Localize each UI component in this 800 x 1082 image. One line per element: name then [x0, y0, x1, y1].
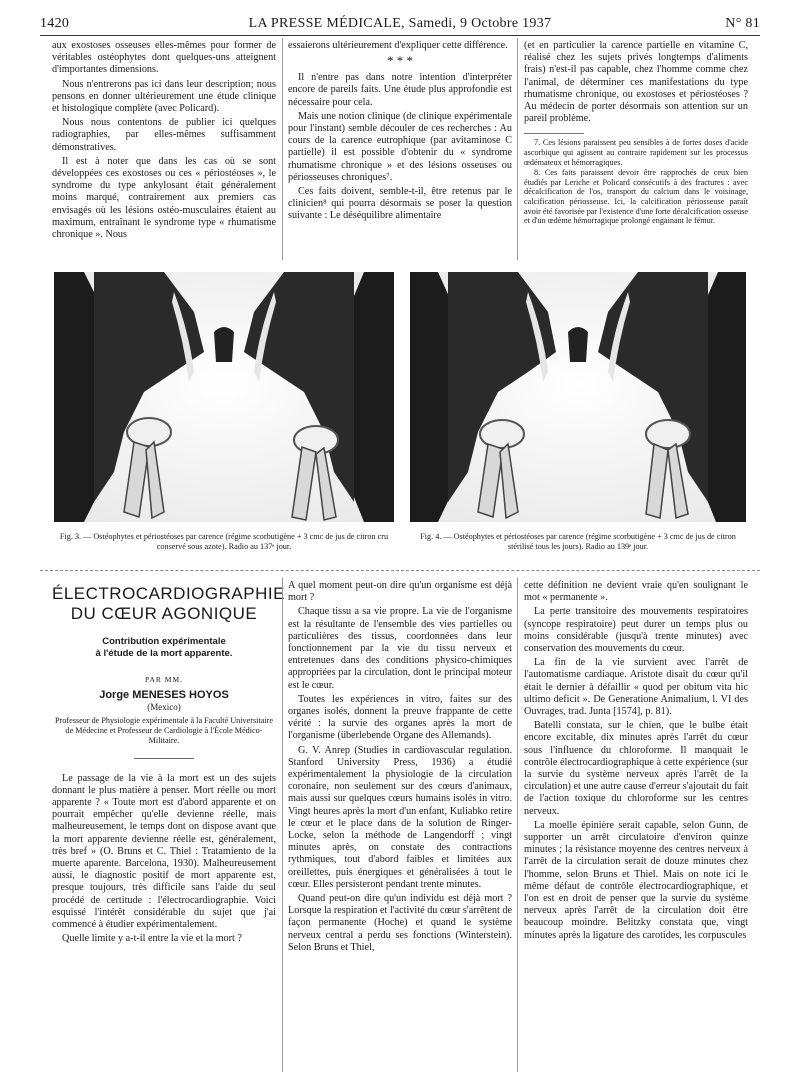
paragraph: (et en particulier la carence partielle en vitamine C, réalisé chez les sujets privés longtemps d'aliments frais) n'est-il pas capable, chez l'homme comme chez l'animal, de déterminer ces manifestations du type rhumatisme chronique, ou exostoses et périostéoses ? Au médecin de porter désormais son attention sur un pareil problème.	[524, 40, 748, 125]
article-column-3	[524, 580, 748, 944]
author-name: Jorge MENESES HOYOS	[99, 689, 229, 702]
paragraph: Quand peut-on dire qu'un individu est déjà mort ? Lorsque la respiration et l'activité du cœur s'arrêtent de façon permanente (Hoche) et quand le système nerveux central a perdu ses fonctions (Winterstein). Selon Bruns et Thiel,	[288, 893, 512, 953]
article-column-2	[288, 580, 512, 956]
paragraph: Nous n'entrerons pas ici dans leur description; nous pensons en donner ultérieurement une étude clinique et histologique complète (avec Policard).	[52, 78, 276, 115]
byline-par: PAR MM.	[145, 675, 183, 684]
paragraph: Il est à noter que dans les cas où se sont développées ces exostoses ou ces « périostéoses », le syndrome du type ankylosant était généralement moins marqué, contrairement aux premiers cas envisagés où les lésions ostéo-musculaires étaient au maximum, entraînant le syndrome type « rhumatisme chronique ». Nous	[52, 155, 276, 241]
footnotes	[524, 138, 748, 225]
xray-image	[54, 272, 394, 522]
paragraph: aux exostoses osseuses elles-mêmes pour former de véritables ostéophytes dont quelques-uns atteignent d'importantes dimensions.	[52, 40, 276, 76]
issue-number: N° 81	[725, 16, 760, 31]
column-divider	[517, 578, 518, 1072]
figure-3-radiograph	[54, 272, 394, 522]
top-column-1	[52, 40, 276, 243]
article-title-line: DU CŒUR AGONIQUE	[70, 604, 258, 623]
paragraph: Chaque tissu a sa vie propre. La vie de l'organisme est la résultante de l'ensemble des vies partielles ou particulières des tissus, coordonnées dans leur fonctionnement par la vie du tissu nerveux et entretenues dans des conditions physico-chimiques appropriées par la circulation, dont le principal moteur est le cœur.	[288, 606, 512, 691]
top-column-2	[288, 40, 512, 225]
paragraph: Nous nous contentons de publier ici quelques radiographies, par elles-mêmes suffisamment démonstratives.	[52, 117, 276, 153]
paragraph: La moelle épinière serait capable, selon Gunn, de supporter un arrêt circulatoire d'environ quinze minutes ; la résistance moyenne des centres nerveux à l'arrêt de la circulation serait de douze minutes chez l'homme, selon Bruns et Thiel. Mais on note ici le même défaut de contrôle électrocardiographique, et l'on est en droit de penser que la survie du système nerveux après l'arrêt de la circulation doit être beaucoup moindre. Belitzky constata que, vingt minutes après la ligature des carotides, les corpuscules	[524, 819, 748, 941]
paragraph: Batelli constata, sur le chien, que le bulbe était encore excitable, dix minutes après l'arrêt du cœur sous l'influence du chloroforme. Il manquait le contrôle électrocardiographique à cette expérience (sur la survie du système nerveux après l'arrêt de la circulation) et une autre cause d'erreur s'ajoutait du fait de l'action toxique du chloroforme sur les centres nerveux.	[524, 720, 748, 817]
running-header	[40, 14, 760, 34]
footnote: 8. Ces faits paraissent devoir être rapprochés de ceux bien étudiés par Leriche et Policard consécutifs à des fractures : avec décalcification de l'os, transport du calcium dans le voisinage, calcification périosseuse. Ici, la calcification périosseuse paraît avoir été favorisée par l'existence d'une forte décalcification osseuse et d'un œdème hémorragique prolongé engainant le fémur.	[524, 168, 748, 226]
paragraph: La fin de la vie survient avec l'arrêt de l'automatisme cardiaque. Aristote disait du cœur qu'il était le dernier à défaillir « quod per obitum vita hic ultimo deficit ». De Generatione Animalium, l. VI des Ouvrages, trad. Junta [1574], p. 81).	[524, 657, 748, 718]
paragraph: Ces faits doivent, semble-t-il, être retenus par le clinicien⁸ qui pourra désormais se poser la question suivante : Le déséquilibre alimentaire	[288, 186, 512, 222]
page-number: 1420	[40, 16, 70, 31]
figure-3-caption: Fig. 3. — Ostéophytes et périostéoses par carence (régime scorbutigène + 3 cmc de jus de citron cru conservé sous azote). Radio au 137ᵉ jour.	[59, 532, 389, 551]
byline-separator	[134, 758, 194, 759]
paragraph: Toutes les expériences in vitro, faites sur des organes isolés, donnent la preuve frappante de cette vérité : la survie des organes après la mort de l'organisme (überlebende Organe des Allemands).	[288, 693, 512, 742]
figure-4-caption: Fig. 4. — Ostéophytes et périostéoses par carence (régime scorbutigène + 3 cmc de jus de citron stérilisé tous les jours). Radio au 139ᵉ jour.	[420, 532, 736, 551]
paragraph: G. V. Anrep (Studies in cardiovascular regulation. Stanford University Press, 1936) a étudié expérimentalement la physiologie de la circulation coronaire, non seulement sur des cœurs d'animaux, mais aussi sur quelques cœurs humains isolés in vitro. Vingt heures après la mort d'un enfant, Kuliabko retire le cœur et le place dans de la solution de Ringer-Locke, selon la méthode de Langendorff ; vingt minutes après, on constate des contractions rythmiques, tout d'abord faibles et limitées aux oreillettes, puis énergiques et généralisées à tout le cœur. Elles persisteront pendant trente minutes.	[288, 744, 512, 890]
paragraph: cette définition ne devient vraie qu'en soulignant le mot « permanente ».	[524, 580, 748, 604]
footnote: 7. Ces lésions paraissent peu sensibles à de fortes doses d'acide ascorbique qui agissent au contraire rapidement sur les processus œdémateux et hémorragiques.	[524, 138, 748, 167]
column-divider	[282, 578, 283, 1072]
paragraph: essaierons ultérieurement d'expliquer cette différence.	[288, 40, 508, 51]
article-subtitle	[52, 636, 276, 660]
section-separator-stars: * * *	[387, 53, 413, 69]
article-title	[52, 584, 285, 624]
section-rule	[40, 570, 760, 571]
paragraph: Quelle limite y a-t-il entre la vie et la mort ?	[62, 933, 242, 945]
article-column-1	[52, 580, 285, 947]
top-column-3	[524, 40, 748, 227]
journal-title: LA PRESSE MÉDICALE, Samedi, 9 Octobre 1937	[248, 16, 552, 31]
author-affiliation: Professeur de Physiologie expérimentale à la Faculté Universitaire de Médecine et Professeur de Cardiologie à l'École Médico-Militaire.	[54, 715, 274, 745]
paragraph: Le passage de la vie à la mort est un des sujets donnant le plus matière à penser. Mort réelle ou mort apparente ? « Toute mort est d'abord apparente et on pourrait empêcher qu'elle devienne réelle, mais malheureusement, le temps dont on dispose avant que la mort apparente devienne réelle est, généralement, très bref » (O. Bruns et C. Thiel : Tratamiento de la muerte aparente. Barcelona, 1930). Malheureusement aussi, le diagnostic positif de mort apparente est, presque toujours, très difficile sans l'aide du seul procédé de certitude : l'électrocardiographie. Voici esquissé l'intérêt considérable du sujet que j'ai commencé à étudier expérimentalement.	[52, 772, 276, 931]
article-title-line: ÉLECTROCARDIOGRAPHIE	[52, 584, 285, 603]
xray-image	[410, 272, 746, 522]
column-divider	[517, 38, 518, 260]
subtitle-line: à l'étude de la mort apparente.	[95, 648, 233, 659]
paragraph: Il n'entre pas dans notre intention d'interpréter encore de pareils faits. Une étude plus approfondie est nécessaire pour cela.	[288, 72, 512, 108]
column-divider	[282, 38, 283, 260]
footnote-rule	[524, 133, 584, 134]
paragraph: Mais une notion clinique (de clinique expérimentale pour l'instant) semble découler de ces recherches : Au cours de la carence eutrophique (par avitaminose C partielle) il est possible d'obtenir du « syndrome rhumatisme chronique » et des lésions osseuses ou périosseuses chroniques⁷.	[288, 110, 512, 183]
paragraph: A quel moment peut-on dire qu'un organisme est déjà mort ?	[288, 580, 512, 604]
subtitle-line: Contribution expérimentale	[102, 636, 226, 647]
author-country: (Mexico)	[147, 702, 181, 713]
paragraph: La perte transitoire des mouvements respiratoires (syncope respiratoire) peut durer un temps plus ou moins considérable (jusqu'à trente minutes) avec conservation des mouvements du cœur.	[524, 606, 748, 655]
figure-4-radiograph	[410, 272, 746, 522]
header-rule	[40, 35, 760, 36]
